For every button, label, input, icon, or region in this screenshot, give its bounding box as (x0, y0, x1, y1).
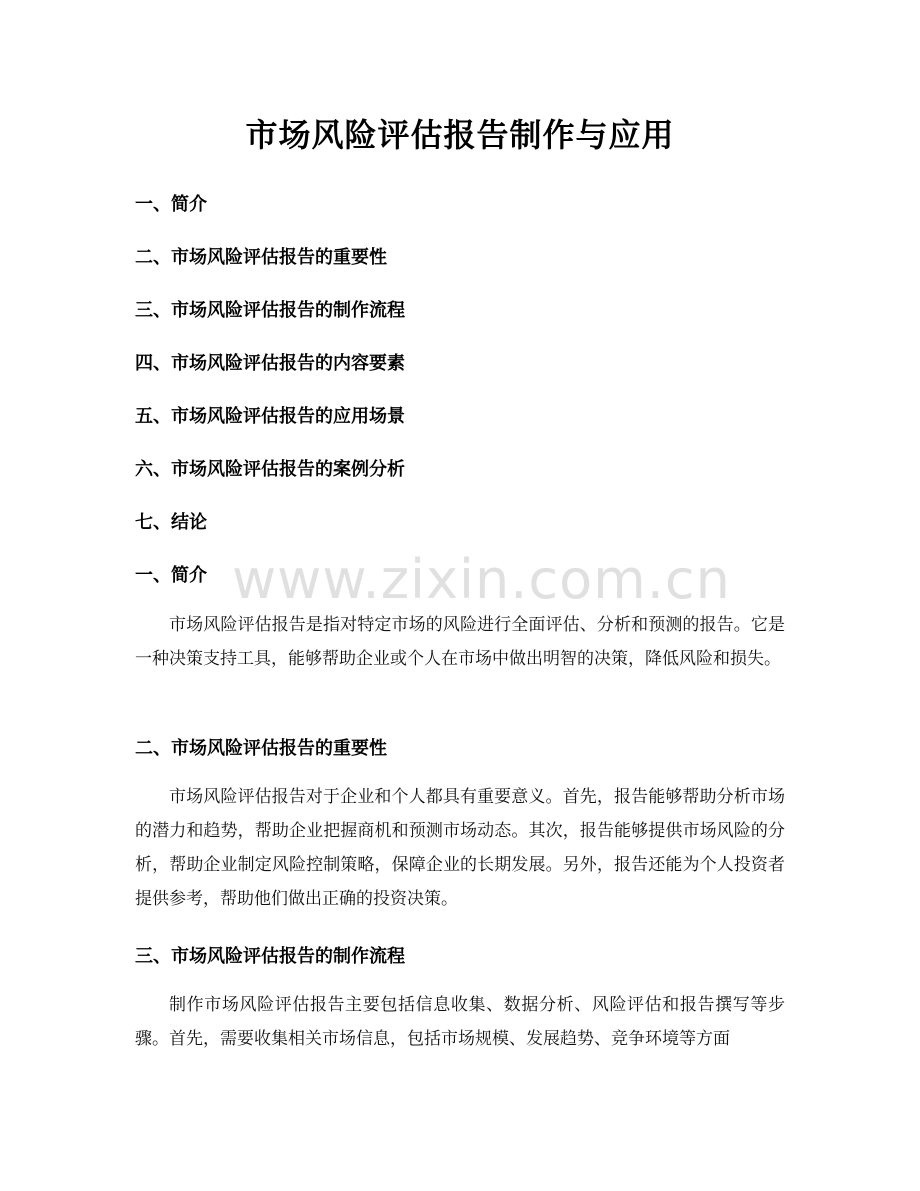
toc-item-2: 二、市场风险评估报告的重要性 (135, 247, 387, 268)
toc-item-6: 六、市场风险评估报告的案例分析 (135, 459, 405, 480)
document-title: 市场风险评估报告制作与应用 (245, 116, 675, 154)
toc-item-7: 七、结论 (135, 512, 207, 533)
toc-item-3: 三、市场风险评估报告的制作流程 (135, 300, 405, 321)
toc-item-4: 四、市场风险评估报告的内容要素 (135, 353, 405, 374)
watermark: www.zixin.com.cn (232, 548, 731, 611)
section-paragraph-2: 市场风险评估报告对于企业和个人都具有重要意义。首先，报告能够帮助分析市场的潜力和趋势，帮助企业把握商机和预测市场动态。其次，报告能够提供市场风险的分析，帮助企业制定风险控制策略，保障企业的长期发展。另外，报告还能为个人投资者提供参考，帮助他们做出正确的投资决策。 (135, 787, 785, 909)
toc-item-5: 五、市场风险评估报告的应用场景 (135, 406, 405, 427)
section-heading-3: 三、市场风险评估报告的制作流程 (135, 946, 405, 967)
section-paragraph-1: 市场风险评估报告是指对特定市场的风险进行全面评估、分析和预测的报告。它是一种决策支持工具，能够帮助企业或个人在市场中做出明智的决策，降低风险和损失。 (135, 615, 785, 669)
section-paragraph-3: 制作市场风险评估报告主要包括信息收集、数据分析、风险评估和报告撰写等步骤。首先，需要收集相关市场信息，包括市场规模、发展趋势、竞争环境等方面 (135, 995, 785, 1049)
section-heading-2: 二、市场风险评估报告的重要性 (135, 738, 387, 759)
toc-item-1: 一、简介 (135, 194, 207, 215)
section-heading-1: 一、简介 (135, 565, 207, 586)
